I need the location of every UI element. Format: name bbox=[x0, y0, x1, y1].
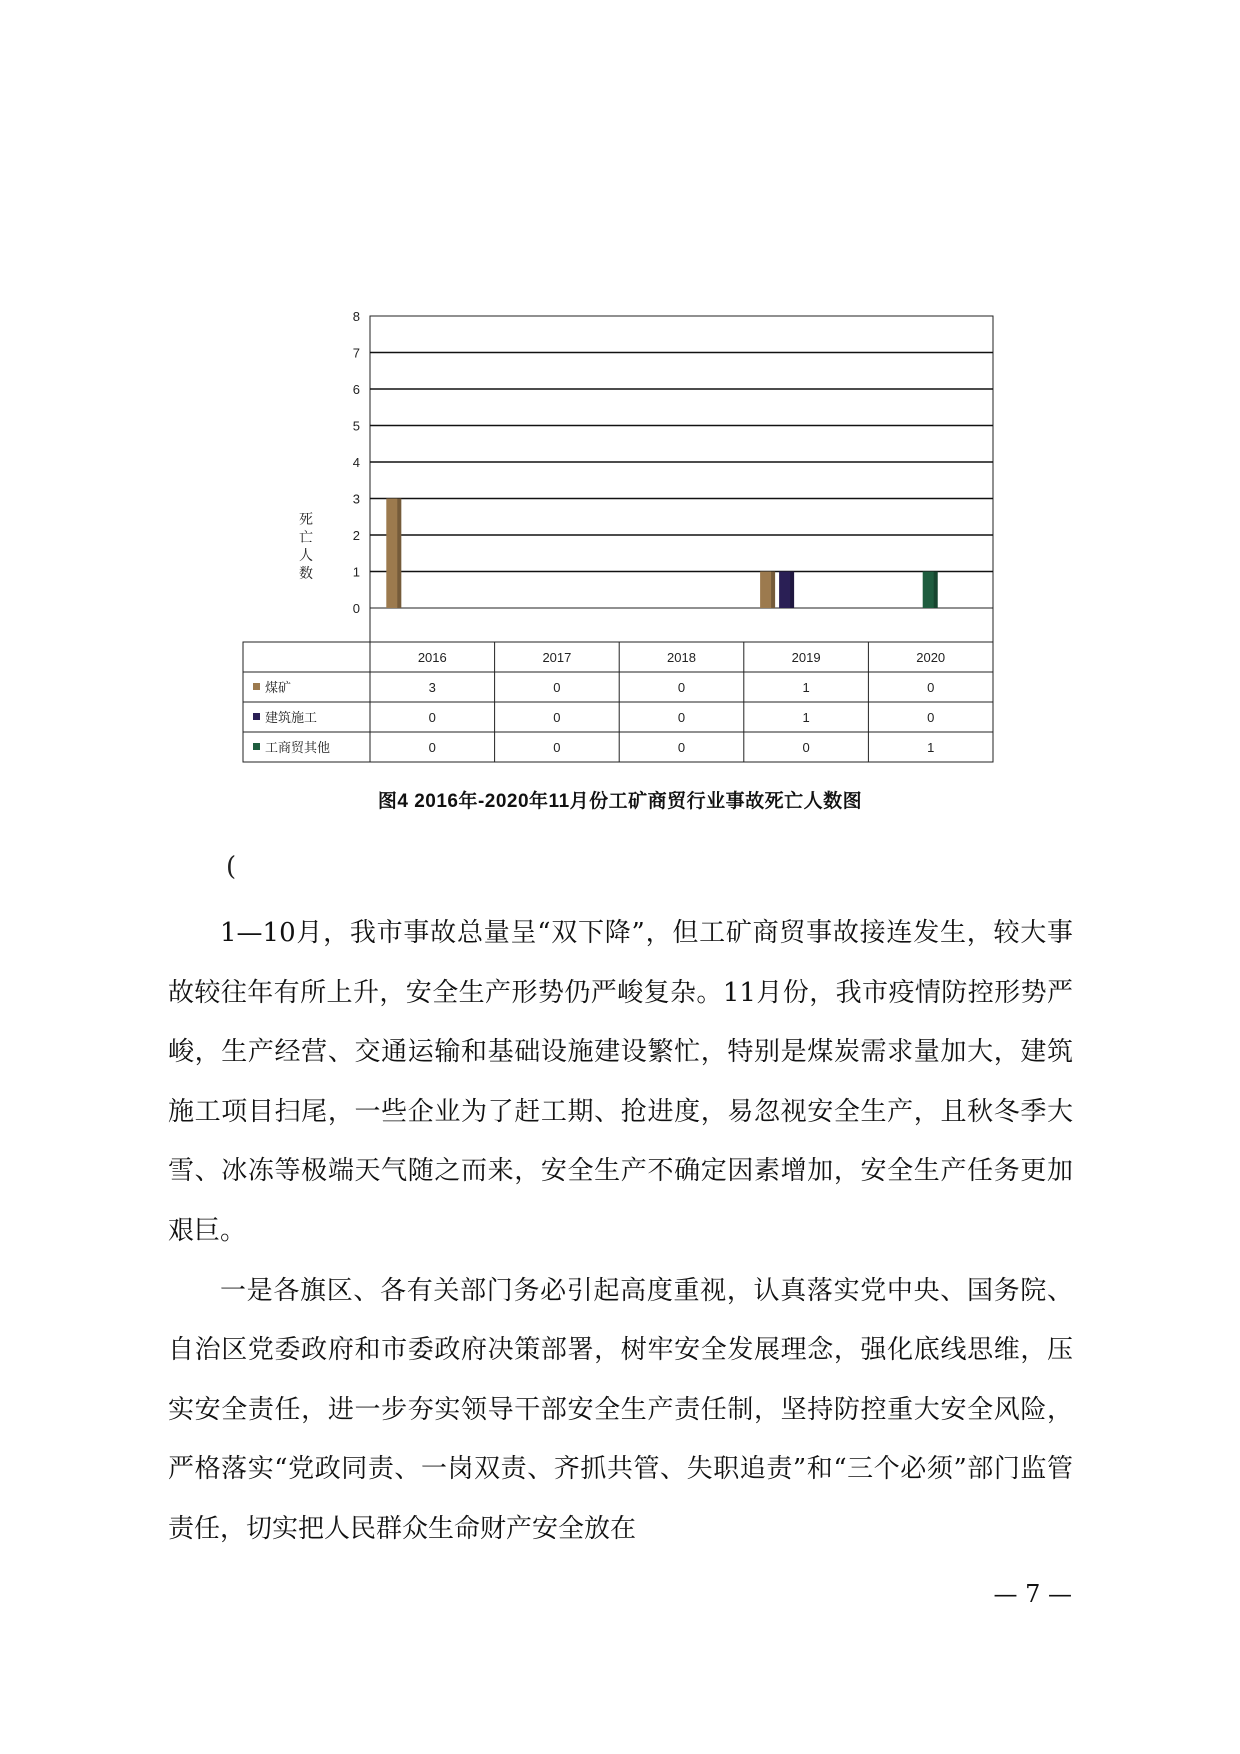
y-tick-label: 6 bbox=[352, 382, 360, 397]
legend-entry: 工商贸其他 bbox=[265, 740, 331, 755]
bar-side-shade bbox=[790, 572, 794, 609]
partial-heading-fragment: ( bbox=[226, 852, 237, 882]
bar-side-shade bbox=[771, 572, 775, 609]
paragraph: 1—10月，我市事故总量呈“双下降”，但工矿商贸事故接连发生，较大事故较往年有所上升，安全生产形势仍严峻复杂。11月份，我市疫情防控形势严峻，生产经营、交通运输和基础设施建设繁忙，特别是煤炭需求量加大，建筑施工项目扫尾，一些企业为了赶工期、抢进度，易忽视安全生产，且秋冬季大雪、冰冻等极端天气随之而来，安全生产不确定因素增加，安全生产任务更加艰巨。 bbox=[168, 918, 1073, 1246]
data-label: 0 bbox=[428, 710, 436, 725]
data-label: 1 bbox=[802, 710, 810, 725]
page-number: — 7 — bbox=[993, 1580, 1072, 1608]
x-category-label: 2018 bbox=[667, 650, 696, 665]
data-label: 0 bbox=[428, 740, 436, 755]
bar bbox=[386, 499, 401, 609]
legend-entry: 建筑施工 bbox=[265, 710, 318, 725]
legend-swatch bbox=[253, 713, 260, 720]
data-label: 3 bbox=[428, 680, 436, 695]
data-label: 1 bbox=[927, 740, 935, 755]
y-axis-label-char: 亡 bbox=[299, 529, 313, 545]
legend-swatch bbox=[253, 683, 260, 690]
data-label: 1 bbox=[802, 680, 810, 695]
y-tick-label: 4 bbox=[352, 455, 360, 470]
data-label: 0 bbox=[553, 740, 561, 755]
data-label: 0 bbox=[677, 710, 686, 725]
data-label: 0 bbox=[553, 680, 561, 695]
y-axis-label-char: 数 bbox=[299, 565, 313, 581]
legend-entry: 煤矿 bbox=[265, 680, 292, 695]
figure-caption: 图4 2016年-2020年11月份工矿商贸行业事故死亡人数图 bbox=[377, 791, 863, 812]
y-tick-label: 0 bbox=[352, 601, 360, 616]
y-tick-label: 3 bbox=[352, 491, 360, 507]
y-tick-label: 7 bbox=[352, 345, 360, 361]
bar-side-shade bbox=[934, 572, 938, 609]
legend-swatch bbox=[253, 743, 260, 750]
y-axis-label-char: 人 bbox=[299, 547, 313, 563]
data-label: 0 bbox=[802, 740, 810, 755]
x-category-label: 2020 bbox=[916, 650, 946, 665]
bar bbox=[779, 572, 794, 609]
fatalities-bar-chart bbox=[0, 0, 1240, 800]
y-tick-label: 2 bbox=[352, 528, 360, 543]
y-tick-label: 1 bbox=[352, 564, 360, 580]
y-axis-label-char: 死 bbox=[299, 511, 313, 527]
body-text bbox=[168, 904, 1073, 1560]
x-category-label: 2017 bbox=[542, 650, 572, 665]
data-label: 0 bbox=[553, 710, 561, 725]
y-tick-label: 5 bbox=[352, 418, 360, 434]
data-label: 0 bbox=[677, 740, 686, 755]
bar bbox=[760, 572, 775, 609]
x-category-label: 2019 bbox=[791, 650, 821, 665]
paragraph: 一是各旗区、各有关部门务必引起高度重视，认真落实党中央、国务院、自治区党委政府和市委政府决策部署，树牢安全发展理念，强化底线思维，压实安全责任，进一步夯实领导干部安全生产责任制，坚持防控重大安全风险，严格落实“党政同责、一岗双责、齐抓共管、失职追责”和“三个必须”部门监管责任，切实把人民群众生命财产安全放在 bbox=[168, 1275, 1073, 1544]
data-label: 0 bbox=[677, 680, 686, 695]
data-label: 0 bbox=[927, 680, 935, 695]
bar-side-shade bbox=[397, 499, 401, 609]
y-tick-label: 8 bbox=[352, 309, 360, 324]
data-label: 0 bbox=[927, 710, 935, 725]
bar bbox=[923, 572, 938, 609]
x-category-label: 2016 bbox=[417, 650, 447, 665]
